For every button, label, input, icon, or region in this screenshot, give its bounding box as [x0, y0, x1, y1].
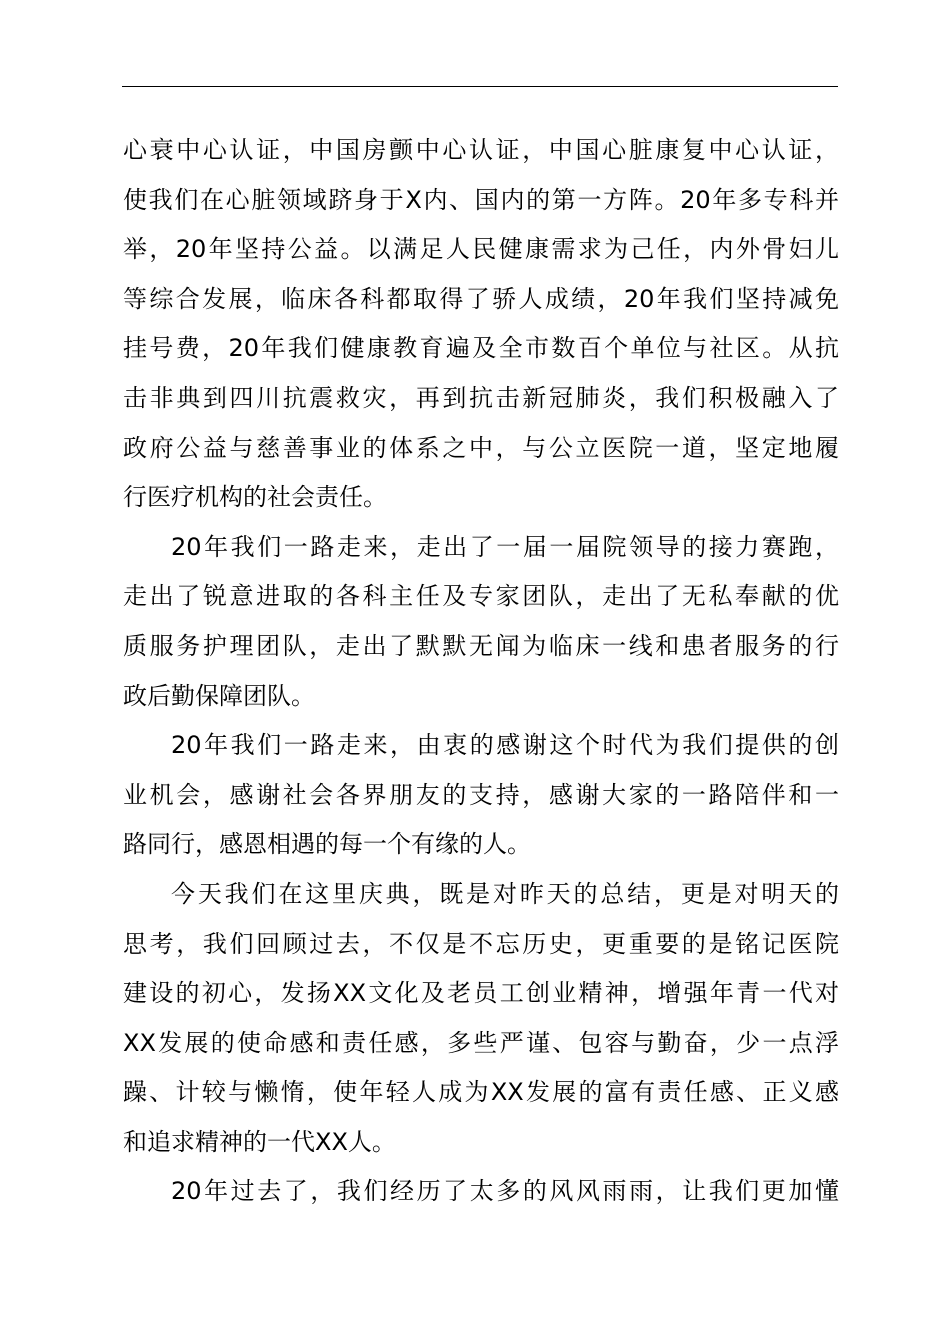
- paragraph-2: [123, 523, 839, 721]
- text-line: 20年过去了，我们经历了太多的风风雨雨，让我们更加懂: [171, 1177, 839, 1206]
- text-line: 路同行，感恩相遇的每一个有缘的人。: [123, 830, 531, 859]
- paragraph-5: [123, 1167, 839, 1217]
- text-line: 和追求精神的一代XX人。: [123, 1127, 396, 1156]
- text-line: XX发展的使命感和责任感，多些严谨、包容与勤奋，少一点浮: [123, 1028, 839, 1057]
- text-line: 业机会，感谢社会各界朋友的支持，感谢大家的一路陪伴和一: [123, 780, 839, 809]
- paragraph-4: [123, 870, 839, 1168]
- paragraph-3: [123, 721, 839, 870]
- text-line: 击非典到四川抗震救灾，再到抗击新冠肺炎，我们积极融入了: [123, 383, 839, 412]
- text-line: 走出了锐意进取的各科主任及专家团队，走出了无私奉献的优: [123, 582, 839, 611]
- text-line: 挂号费，20年我们健康教育遍及全市数百个单位与社区。从抗: [123, 334, 839, 363]
- text-line: 政府公益与慈善事业的体系之中，与公立医院一道，坚定地履: [123, 433, 839, 462]
- text-line: 心衰中心认证，中国房颤中心认证，中国心脏康复中心认证，: [123, 136, 839, 164]
- text-line: 20年我们一路走来，走出了一届一届院领导的接力赛跑，: [171, 532, 839, 561]
- text-line: 举，20年坚持公益。以满足人民健康需求为己任，内外骨妇儿: [123, 235, 839, 264]
- body-text: [123, 126, 839, 1217]
- header-rule: [122, 86, 838, 87]
- text-line: 质服务护理团队，走出了默默无闻为临床一线和患者服务的行: [123, 631, 839, 660]
- text-line: 行医疗机构的社会责任。: [123, 483, 387, 512]
- text-line: 思考，我们回顾过去，不仅是不忘历史，更重要的是铭记医院: [123, 929, 839, 958]
- text-line: 20年我们一路走来，由衷的感谢这个时代为我们提供的创: [171, 731, 839, 760]
- text-line: 今天我们在这里庆典，既是对昨天的总结，更是对明天的: [171, 879, 839, 908]
- paragraph-1: [123, 126, 839, 523]
- text-line: 使我们在心脏领域跻身于X内、国内的第一方阵。20年多专科并: [123, 185, 839, 214]
- text-line: 建设的初心，发扬XX文化及老员工创业精神，增强年青一代对: [123, 979, 839, 1008]
- text-line: 等综合发展，临床各科都取得了骄人成绩，20年我们坚持减免: [123, 284, 839, 313]
- text-line: 躁、计较与懒惰，使年轻人成为XX发展的富有责任感、正义感: [123, 1078, 839, 1107]
- text-line: 政后勤保障团队。: [123, 681, 315, 710]
